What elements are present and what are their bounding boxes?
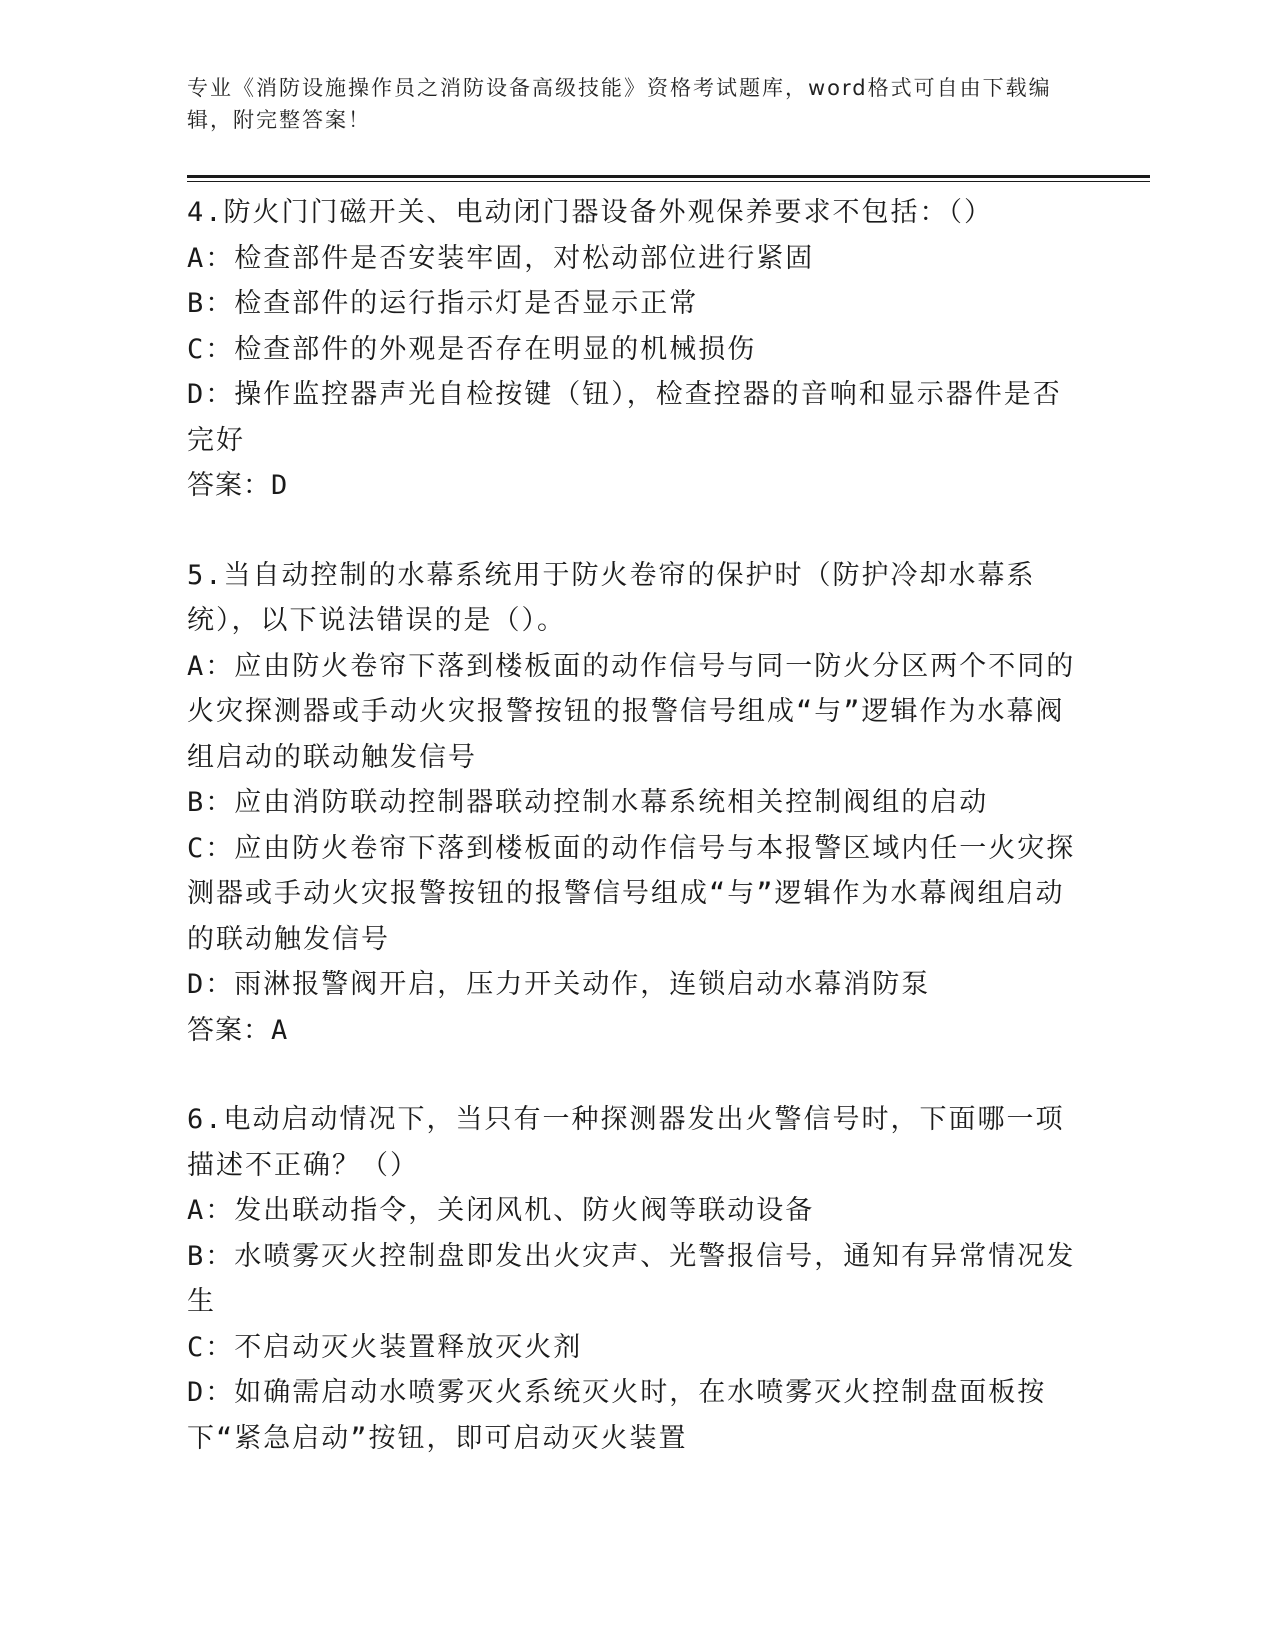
header-divider-thin	[187, 181, 1150, 182]
option-b: B：检查部件的运行指示灯是否显示正常	[187, 288, 699, 319]
header-divider-thick	[187, 175, 1150, 178]
option-c: C：检查部件的外观是否存在明显的机械损伤	[187, 333, 757, 365]
option-d: D：操作监控器声光自检按键（钮），检查控器的音响和显示器件是否完好	[187, 379, 1062, 456]
option-a: A：应由防火卷帘下落到楼板面的动作信号与同一防火分区两个不同的火灾探测器或手动火灾报警按钮的报警信号组成“与”逻辑作为水幕阀组启动的联动触发信号	[187, 650, 1076, 773]
answer-value: A	[271, 1014, 290, 1046]
option-a: A：发出联动指令，关闭风机、防火阀等联动设备	[187, 1195, 815, 1226]
question-4	[187, 190, 1077, 509]
option-d: D：如确需启动水喷雾灭火系统灭火时，在水喷雾灭火控制盘面板按下“紧急启动”按钮，即可启动灭火装置	[187, 1377, 1047, 1454]
option-a: A：检查部件是否安装牢固，对松动部位进行紧固	[187, 242, 815, 274]
question-stem: 4.防火门门磁开关、电动闭门器设备外观保养要求不包括：（）	[187, 197, 994, 228]
option-d: D：雨淋报警阀开启，压力开关动作，连锁启动水幕消防泵	[187, 969, 931, 1000]
question-6	[187, 1097, 1077, 1461]
option-c: C：不启动灭火装置释放灭火剂	[187, 1331, 583, 1363]
document-header: 专业《消防设施操作员之消防设备高级技能》资格考试题库，word格式可自由下载编辑，附完整答案！	[187, 76, 1052, 132]
question-stem: 5.当自动控制的水幕系统用于防火卷帘的保护时（防护冷却水幕系统），以下说法错误的是（）。	[187, 559, 1036, 636]
answer-value: D	[271, 470, 290, 501]
answer-label: 答案：	[187, 470, 271, 501]
answer-line	[187, 463, 1077, 509]
question-list	[187, 190, 1077, 1505]
answer-line	[187, 1008, 1077, 1054]
option-c: C：应由防火卷帘下落到楼板面的动作信号与本报警区域内任一火灾探测器或手动火灾报警按钮的报警信号组成“与”逻辑作为水幕阀组启动的联动触发信号	[187, 832, 1076, 955]
option-b: B：水喷雾灭火控制盘即发出火灾声、光警报信号，通知有异常情况发生	[187, 1240, 1076, 1317]
option-b: B：应由消防联动控制器联动控制水幕系统相关控制阀组的启动	[187, 787, 989, 818]
question-stem: 6.电动启动情况下，当只有一种探测器发出火警信号时，下面哪一项描述不正确？（）	[187, 1104, 1065, 1181]
answer-label: 答案：	[187, 1014, 271, 1046]
question-5	[187, 553, 1077, 1054]
